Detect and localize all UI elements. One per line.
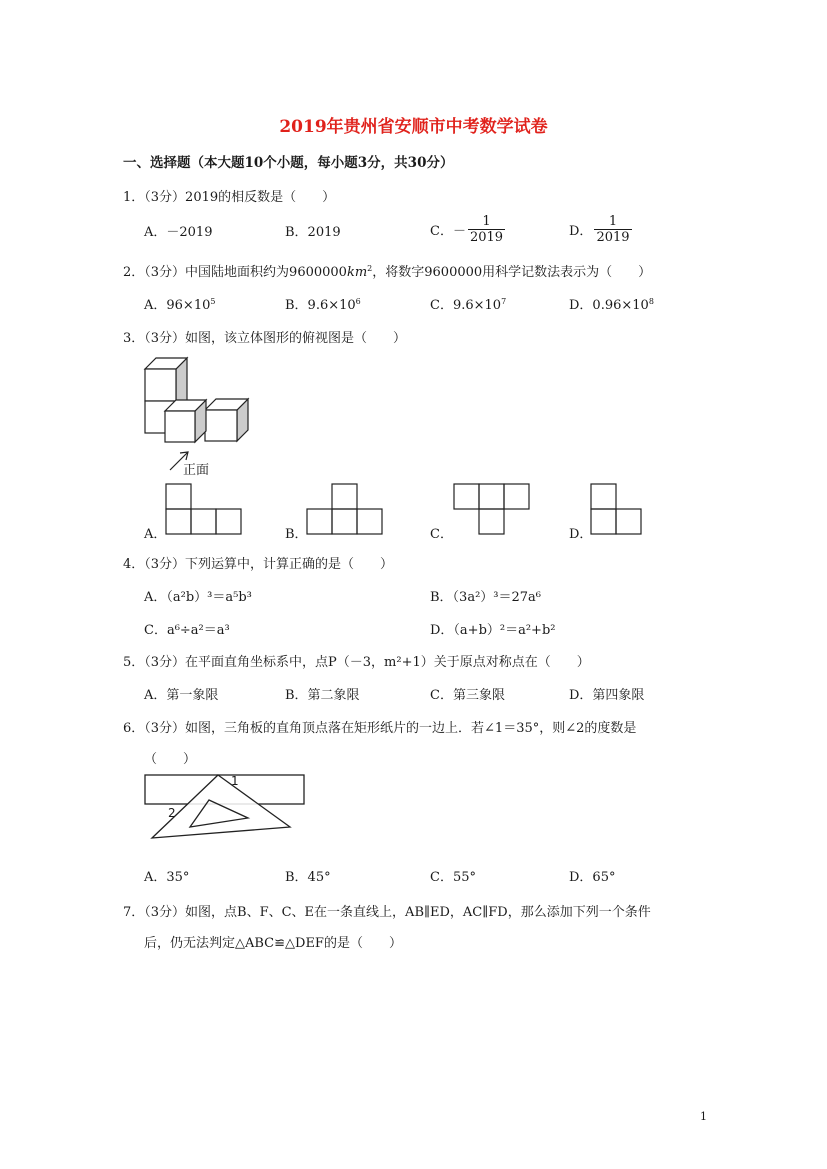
q3-option-c: C．: [430, 527, 453, 542]
q3-option-a: A．: [144, 527, 167, 542]
q2-a-base: A．96×10: [144, 298, 211, 313]
q2-stem-post: ，将数字9600000用科学记数法表示为（ ）: [372, 265, 652, 280]
section-heading: 一、选择题（本大题10个小题，每小题3分，共30分）: [123, 155, 454, 171]
q2-c-exp: 7: [501, 297, 507, 306]
q2-b-exp: 6: [355, 297, 361, 306]
q2-stem-pre: 2．（3分）中国陆地面积约为9600000: [123, 265, 347, 280]
q1-option-c-fraction: [468, 214, 505, 245]
q6-option-a: A．35°: [144, 870, 190, 885]
q4-option-a: A．（a²b）³＝a⁵b³: [144, 590, 252, 605]
q1-option-c-label: C．－: [430, 224, 466, 239]
q1-d-numerator: 1: [594, 214, 631, 230]
q4-option-b: B．（3a²）³＝27a⁶: [430, 590, 542, 605]
q1-option-d: [569, 214, 632, 245]
q2-unit: km: [346, 265, 368, 280]
q3-option-b: B．: [285, 527, 308, 542]
angle-2-label: 2: [168, 806, 176, 820]
q2-d-base: D．0.96×10: [569, 298, 649, 313]
question-7-stem-line2: 后，仍无法判定△ABC≌△DEF的是（ ）: [144, 936, 402, 951]
angle-1-label: 1: [231, 774, 239, 788]
page-number: 1: [700, 1110, 707, 1123]
exam-title: 2019年贵州省安顺市中考数学试卷: [279, 117, 548, 137]
q3-option-d-figure: [591, 484, 645, 536]
question-2-stem: [123, 261, 651, 280]
question-1-stem: 1．（3分）2019的相反数是（ ）: [123, 190, 336, 205]
q3-option-b-figure: [307, 484, 385, 536]
q1-c-denominator: 2019: [469, 230, 504, 245]
question-6-stem-line2: （ ）: [144, 752, 197, 767]
q2-unit-exp: 2: [367, 264, 373, 273]
q1-option-c: [430, 214, 505, 245]
q2-option-b: [285, 294, 361, 313]
q2-c-base: C．9.6×10: [430, 298, 502, 313]
q4-option-c: C．a⁶÷a²＝a³: [144, 623, 230, 638]
q2-option-a: [144, 294, 215, 313]
q3-option-c-figure: [454, 484, 532, 536]
q5-option-c: C．第三象限: [430, 688, 505, 703]
front-view-label: 正面: [183, 463, 210, 478]
q5-option-a: A．第一象限: [144, 688, 219, 703]
q3-option-a-figure: [166, 484, 244, 536]
q3-option-d: D．: [569, 527, 593, 542]
q1-option-d-fraction: [594, 214, 631, 245]
q2-option-d: [569, 294, 654, 313]
q1-option-a: A．－2019: [144, 225, 213, 240]
q2-d-exp: 8: [648, 297, 654, 306]
q5-option-d: D．第四象限: [569, 688, 645, 703]
q2-option-c: [430, 294, 506, 313]
q2-a-exp: 5: [210, 297, 216, 306]
q1-d-denominator: 2019: [596, 230, 630, 245]
question-5-stem: 5．（3分）在平面直角坐标系中，点P（－3，m²+1）关于原点对称点在（ ）: [123, 655, 590, 670]
q6-option-d: D．65°: [569, 870, 616, 885]
q6-option-b: B．45°: [285, 870, 331, 885]
q2-b-base: B．9.6×10: [285, 298, 356, 313]
q1-option-d-label: D．: [569, 224, 593, 239]
question-3-stem: 3．（3分）如图，该立体图形的俯视图是（ ）: [123, 331, 407, 346]
q5-option-b: B．第二象限: [285, 688, 360, 703]
q4-option-d: D．（a+b）²＝a²+b²: [430, 623, 556, 638]
question-6-stem-line1: 6．（3分）如图，三角板的直角顶点落在矩形纸片的一边上．若∠1＝35°，则∠2的度数是: [123, 721, 637, 736]
q6-option-c: C．55°: [430, 870, 476, 885]
question-7-stem-line1: 7．（3分）如图，点B、F、C、E在一条直线上，AB∥ED，AC∥FD，那么添加下列一个条件: [123, 905, 651, 920]
q1-option-b: B．2019: [285, 225, 341, 240]
q1-c-numerator: 1: [468, 214, 505, 230]
question-4-stem: 4．（3分）下列运算中，计算正确的是（ ）: [123, 557, 394, 572]
